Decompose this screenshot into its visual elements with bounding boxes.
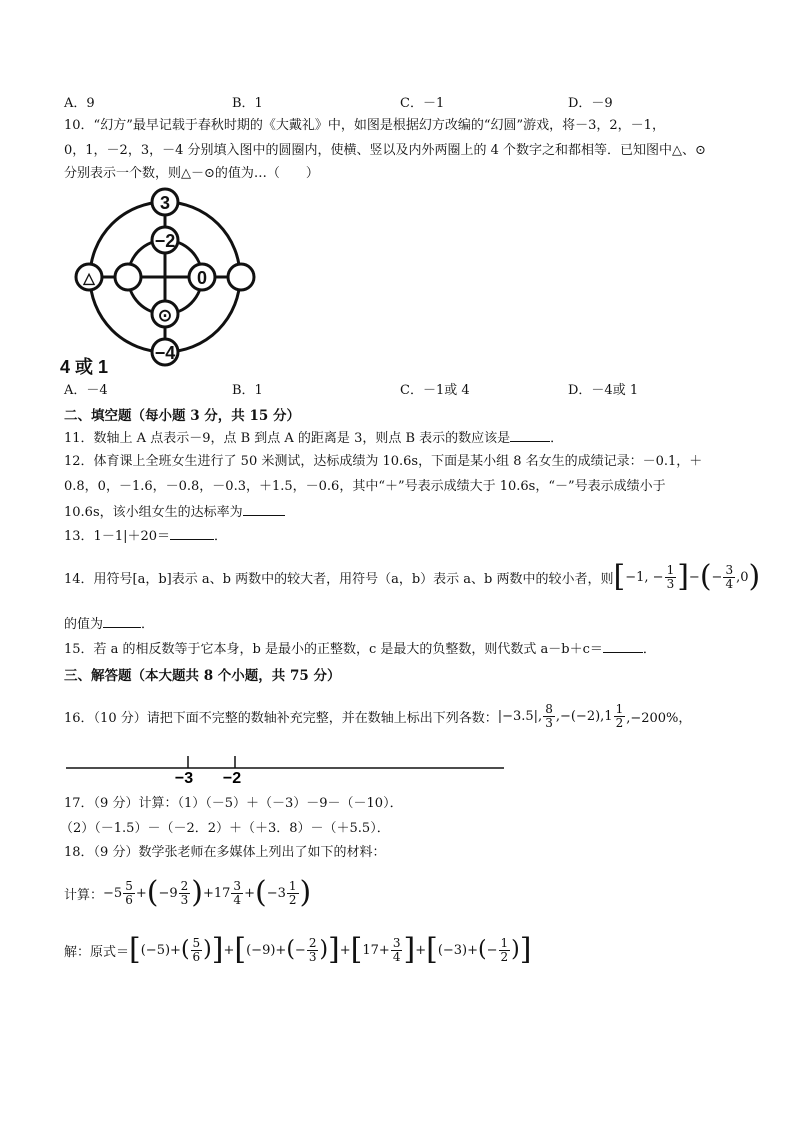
q16-line: [64, 703, 691, 730]
q14-frac2-num: 3: [725, 562, 734, 577]
q14-fraction-2: [723, 564, 735, 591]
paren-open: (: [180, 937, 190, 962]
q18-s2-den: 3: [308, 949, 317, 964]
q18-c1: −5: [103, 885, 123, 901]
paren-open: (: [146, 875, 159, 910]
plus-sign: +: [415, 942, 427, 958]
q14-line-2: [64, 615, 154, 634]
section-3-heading: 三、解答题（本大题共 8 个小题，共 75 分）: [64, 668, 341, 684]
q16-n2: ,−(−2),1: [555, 709, 613, 724]
q9-option-c: C．－1: [400, 96, 445, 111]
q14-line-1: [64, 559, 761, 594]
q18-sol-label: 解：原式＝: [64, 944, 130, 960]
q18-c3-num: 3: [233, 878, 242, 893]
q12-line-1: 12．体育课上全班女生进行了 50 米测试，达标成绩为 10.6s，下面是某小组 8 名女生的成绩记录：－0.1，＋: [64, 454, 703, 469]
bracket-open: [: [350, 932, 363, 967]
q18-s3-fraction: [391, 937, 403, 964]
q18-s4-num: 1: [500, 935, 509, 950]
q18-s1-den: 6: [192, 949, 201, 964]
q14-expr-b: ,0: [736, 569, 749, 585]
q15-answer-blank[interactable]: [603, 640, 643, 653]
q13-text: 13．1－1|＋20＝: [64, 529, 171, 544]
paren-close: ): [191, 875, 203, 910]
tick-label-minus-2: −2: [222, 770, 242, 787]
q14-neg: −: [711, 569, 723, 585]
q11-text: 11．数轴上 A 点表示－9，点 B 到点 A 的距离是 3，则点 B 表示的数应该是: [64, 431, 511, 446]
bracket-open: [: [426, 932, 438, 967]
q18-s4-fraction: [499, 937, 511, 964]
paren-close: ): [299, 875, 312, 910]
bracket-open: [: [234, 932, 247, 967]
q10-option-c: C．－1或 4: [400, 383, 470, 398]
q16-fraction-1: [543, 703, 555, 730]
plus-sign: +: [135, 885, 147, 901]
q18-c3: +17: [202, 885, 231, 901]
q15-text: 15．若 a 的相反数等于它本身，b 是最小的正整数，c 是最大的负整数，则代数式 a－b＋c＝: [64, 642, 603, 657]
q18-solution: [64, 932, 532, 967]
bracket-close: ]: [677, 559, 689, 594]
q14-line-2-text: 的值为: [64, 617, 104, 632]
node-right-inner-value: 0: [196, 268, 208, 288]
q9-option-b: B．1: [232, 96, 263, 111]
q18-c4-num: 1: [288, 878, 297, 893]
paren-close: ): [511, 937, 520, 962]
q10-option-a: A．－4: [64, 383, 108, 398]
q16-f1-den: 3: [545, 716, 553, 730]
q18-c4-fraction: [287, 880, 299, 907]
neg-sign: −: [294, 942, 306, 958]
q12-answer-blank[interactable]: [243, 503, 285, 516]
q18-c1-den: 6: [125, 892, 133, 907]
q18-c3-den: 4: [233, 892, 242, 907]
node-inner-top-value: −2: [154, 231, 176, 251]
q18-s4-den: 2: [500, 949, 509, 964]
q18-s1-num: 5: [192, 935, 201, 950]
q18-s1a: (−5)+: [140, 942, 181, 958]
node-inner-bottom-value: ⊙: [157, 306, 173, 325]
bracket-open: [: [129, 932, 141, 967]
paren-close: ): [203, 937, 212, 962]
plus-sign: +: [223, 942, 235, 958]
bracket-close: ]: [519, 932, 532, 967]
q16-text: 16．（10 分）请把下面不完整的数轴补充完整，并在数轴上标出下列各数：: [64, 711, 498, 726]
q14-frac2-den: 4: [725, 576, 734, 591]
q10-line-2: 0，1，－2，3，－4 分别填入图中的圆圈内，使横、竖以及内外两圈上的 4 个数字之和都相等．已知图中△、⊙: [64, 143, 706, 158]
q15-end: ．: [642, 642, 656, 657]
q11-end: ．: [550, 431, 564, 446]
bracket-close: ]: [211, 932, 224, 967]
paren-open: (: [478, 937, 487, 962]
q14-fraction-1: [665, 564, 677, 591]
q10-option-b: B．1: [232, 383, 263, 398]
q14-frac1-num: 1: [666, 562, 675, 577]
q12-line-3: [64, 503, 285, 522]
q18-s3a: 17+: [362, 942, 390, 958]
q14-answer-blank[interactable]: [103, 615, 141, 628]
paren-open: (: [699, 559, 712, 594]
q16-f1-num: 8: [545, 702, 553, 716]
q18-c2-den: 3: [180, 892, 189, 907]
q18-s3-num: 3: [392, 935, 401, 950]
paren-close: ): [748, 559, 761, 594]
q17-line-2: （2）（－1.5）－（－2．2）＋（＋3．8）－（＋5.5）．: [60, 821, 390, 836]
number-line: [64, 748, 509, 788]
plus-sign: +: [244, 885, 255, 901]
q14-end: ．: [141, 617, 155, 632]
q9-option-a: A．9: [64, 96, 95, 111]
q10-line-3: 分别表示一个数，则△－⊙的值为…（ ）: [64, 166, 319, 181]
q18-line-1: 18．（9 分）数学张老师在多媒体上列出了如下的材料：: [64, 845, 386, 860]
q18-calc-label: 计算：: [64, 887, 104, 903]
magic-circle-diagram: [60, 190, 270, 377]
q18-c1-num: 5: [125, 878, 133, 893]
paren-open: (: [286, 937, 295, 962]
q18-s1-fraction: [191, 937, 203, 964]
node-left-outer-value: △: [83, 270, 95, 287]
q11: [64, 429, 563, 448]
q13: [64, 527, 227, 546]
node-top-value: 3: [159, 193, 171, 213]
node-bottom-value: −4: [154, 343, 176, 363]
q14-frac1-den: 3: [666, 576, 675, 591]
q18-s2-num: 2: [308, 935, 317, 950]
q13-end: ．: [214, 529, 228, 544]
q15: [64, 640, 656, 659]
node-left-inner: [115, 264, 141, 290]
bracket-close: ]: [403, 932, 416, 967]
q14-expr-a: −1, −: [625, 569, 664, 585]
bracket-close: ]: [328, 932, 340, 967]
paren-close: ): [319, 937, 329, 962]
q18-s2-fraction: [307, 937, 319, 964]
q16-f2-num: 1: [615, 702, 624, 716]
cropped-text: 4 或 1: [60, 357, 109, 377]
q14-text: 14．用符号[a，b]表示 a、b 两数中的较大者，用符号（a，b）表示 a、b 两数中的较小者，则: [64, 571, 614, 587]
q16-n1: |−3.5|,: [497, 709, 543, 724]
q18-c2-num: 2: [180, 878, 189, 893]
q10-line-1: 10．“幻方”最早记载于春秋时期的《大戴礼》中，如图是根据幻方改编的“幻圆”游戏，将－3，2，－1，: [64, 118, 665, 133]
q16-f2-den: 2: [615, 716, 624, 730]
tick-label-minus-3: −3: [174, 770, 194, 787]
q13-answer-blank[interactable]: [170, 527, 214, 540]
neg-sign: −: [486, 942, 498, 958]
q18-s3-den: 4: [392, 949, 401, 964]
node-right-outer: [228, 264, 254, 290]
bracket-open: [: [613, 559, 626, 594]
q18-calculation: [64, 875, 312, 910]
section-2-heading: 二、填空题（每小题 3 分，共 15 分）: [64, 408, 300, 424]
q18-c4-den: 2: [288, 892, 297, 907]
q14-minus: −: [688, 569, 700, 585]
q18-c2-fraction: [179, 880, 191, 907]
q12-line-2: 0.8，0，－1.6，－0.8，－0.3，＋1.5，－0.6，其中“＋”号表示成绩大于 10.6s，“－”号表示成绩小于: [64, 479, 666, 494]
q16-fraction-2: [614, 703, 626, 730]
q18-c1-fraction: [123, 880, 135, 907]
q18-c4: −3: [266, 885, 286, 901]
q18-s4a: (−3)+: [437, 942, 479, 958]
q12-line-3-text: 10.6s，该小组女生的达标率为: [64, 505, 243, 520]
q18-c2: −9: [158, 885, 178, 901]
q9-option-d: D．－9: [568, 96, 613, 111]
q11-answer-blank[interactable]: [510, 429, 550, 442]
q18-s2a: (−9)+: [246, 942, 287, 958]
q16-n3: ,−200%，: [626, 711, 692, 726]
q10-option-d: D．－4或 1: [568, 383, 639, 398]
q17-line-1: 17．（9 分）计算：（1）（－5）＋（－3）－9－（－10）．: [64, 796, 403, 811]
q18-c3-fraction: [231, 880, 243, 907]
paren-open: (: [254, 875, 267, 910]
plus-sign: +: [339, 942, 351, 958]
